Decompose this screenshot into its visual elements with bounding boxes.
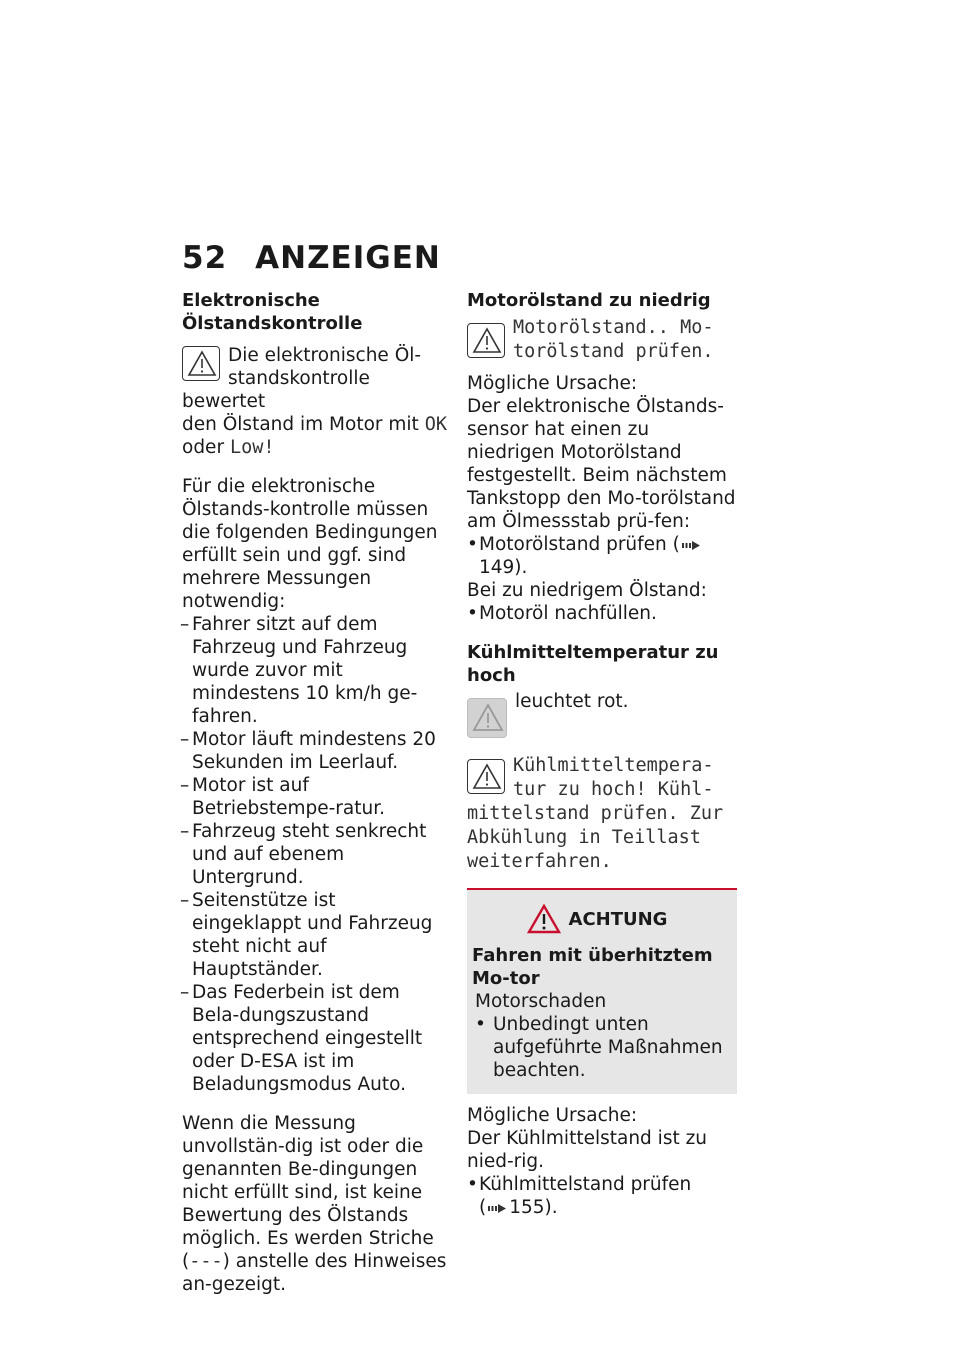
warning-notice — [467, 888, 737, 1094]
page-number: 52 — [182, 240, 228, 276]
section-heading-oil-low: Motorölstand zu niedrig — [467, 290, 711, 311]
intro-line-3 — [182, 413, 448, 436]
intro-line-2: standskontrolle bewertet — [182, 368, 370, 412]
intro-line-4 — [182, 436, 448, 459]
section-heading-coolant: Kühlmitteltemperatur zu hoch — [467, 642, 719, 686]
warning-notice-action: • Unbedingt unten aufgeführte Maßnahmen beachten. — [475, 1013, 729, 1082]
action-check-coolant: Kühlmittelstand prüfen — [479, 1174, 692, 1195]
intro-line-1: Die elektronische Öl- — [228, 345, 422, 366]
cause-label: Mögliche Ursache: — [467, 1105, 638, 1126]
action-list — [467, 602, 737, 625]
intro-line-3-text: den Ölstand im Motor mit — [182, 414, 419, 435]
cause-text: Der Kühlmittelstand ist zu nied-rig. — [467, 1128, 708, 1172]
warning-triangle-icon — [467, 759, 505, 794]
low-oil-label: Bei zu niedrigem Ölstand: — [467, 580, 707, 601]
action-list — [467, 1173, 737, 1219]
section-heading-oil-control: Elektronische Ölstandskontrolle — [182, 290, 363, 334]
condition-item: – Fahrer sitzt auf dem Fahrzeug und Fahrzeug wurde zuvor mit mindestens 10 km/h ge-fahren. — [182, 613, 448, 728]
page-ref-arrow-icon — [682, 540, 701, 551]
warning-triangle-icon — [467, 323, 505, 358]
action-list — [467, 533, 737, 579]
oder-text: oder — [182, 437, 225, 458]
display-message-coolant-line-5: weiterfahren. — [467, 851, 612, 872]
display-message-coolant-line-4: Abkühlung in Teillast — [467, 827, 701, 848]
condition-item: – Das Federbein ist dem Bela-dungszustand entsprechend eingestellt oder D-ESA ist im Beladungsmodus Auto. — [182, 981, 448, 1096]
section-title: ANZEIGEN — [255, 240, 441, 276]
measurement-note — [182, 1112, 448, 1296]
display-message-coolant-line-1: Kühlmitteltempera- — [513, 755, 714, 776]
page-reference: 149). — [479, 557, 528, 578]
measurement-note-end: ) anstelle des Hinweises an-gezeigt. — [182, 1251, 447, 1295]
right-column — [467, 289, 737, 1219]
warning-notice-heading: Fahren mit überhitztem Mo-tor — [472, 945, 713, 989]
action-item: • Motoröl nachfüllen. — [467, 602, 737, 625]
condition-item: – Motor läuft mindestens 20 Sekunden im Leerlauf. — [182, 728, 448, 774]
left-column — [182, 289, 448, 1296]
page-reference: 155). — [509, 1197, 558, 1218]
display-message-oil-line-1: Motorölstand.. Mo- — [513, 317, 714, 338]
action-item: • Kühlmittelstand prüfen ( 155). — [467, 1173, 737, 1219]
caution-triangle-icon — [527, 904, 561, 934]
ok-value: OK — [424, 414, 447, 435]
warning-notice-title — [465, 904, 729, 934]
cause-text: Der elektronische Ölstands-sensor hat einen zu niedrigen Motorölstand festgestellt. Beim nächstem Tankstopp den Mo-torölstand am Ölmessstab prü-fen: — [467, 396, 736, 532]
page-header — [182, 240, 441, 276]
cause-label: Mögliche Ursache: — [467, 373, 638, 394]
action-check-oil: Motorölstand prüfen ( — [479, 534, 680, 555]
conditions-intro: Für die elektronische Ölstands-kontrolle müssen die folgenden Bedingungen erfüllt sein und ggf. sind mehrere Messungen notwendig: — [182, 476, 438, 612]
measurement-note-start: Wenn die Messung unvollstän-dig ist oder die genannten Be-dingungen nicht erfüllt sind, ist keine Bewertung des Ölstands möglich. Es werden Striche ( — [182, 1113, 434, 1272]
warning-notice-actions — [475, 1013, 729, 1082]
warning-triangle-icon — [182, 346, 220, 381]
dashes-value: --- — [189, 1251, 223, 1272]
warning-notice-consequence: Motorschaden — [475, 991, 607, 1012]
display-message-coolant-line-2: tur zu hoch! Kühl- — [513, 779, 714, 800]
low-value: Low! — [229, 437, 275, 458]
warning-notice-label: ACHTUNG — [568, 908, 668, 930]
condition-item: – Seitenstütze ist eingeklappt und Fahrzeug steht nicht auf Hauptständer. — [182, 889, 448, 981]
action-item — [467, 533, 737, 579]
warning-lamp-icon — [467, 698, 507, 738]
condition-item: – Motor ist auf Betriebstempe-ratur. — [182, 774, 448, 820]
display-message-oil-line-2: torölstand prüfen. — [513, 341, 714, 362]
conditions-list — [182, 613, 448, 1096]
condition-item: – Fahrzeug steht senkrecht und auf ebenem Untergrund. — [182, 820, 448, 889]
lamp-status: leuchtet rot. — [515, 691, 629, 712]
page-ref-arrow-icon — [488, 1203, 507, 1214]
display-message-coolant-line-3: mittelstand prüfen. Zur — [467, 803, 724, 824]
